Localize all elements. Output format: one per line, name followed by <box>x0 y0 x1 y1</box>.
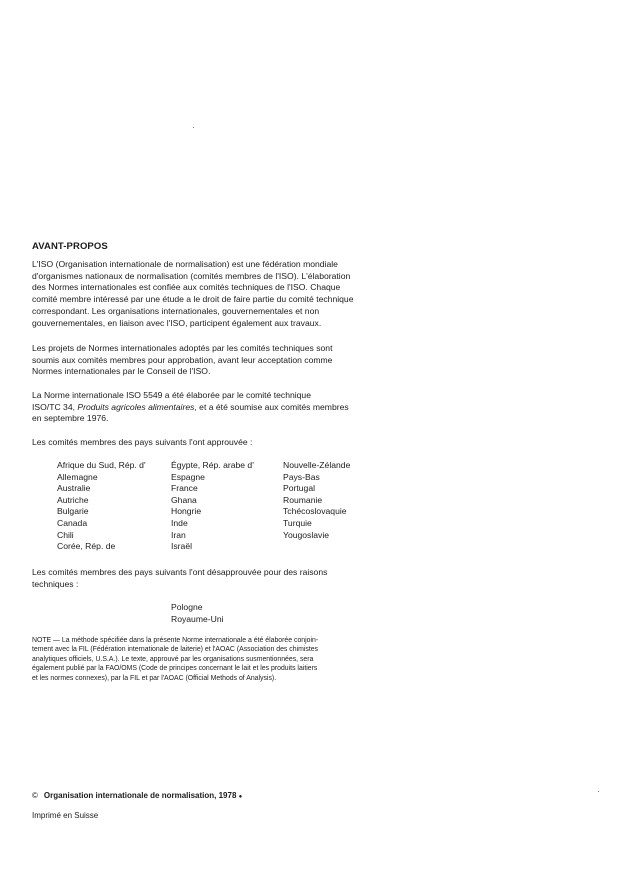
country-item: Iran <box>171 529 186 540</box>
text-line: comité membre intéressé par une étude a le droit de faire partie du comité technique <box>32 294 354 305</box>
paragraph-standard <box>32 390 582 425</box>
country-item: Tchécoslovaquie <box>283 506 347 517</box>
text-fragment: , et a été soumise aux comités membres <box>194 401 349 412</box>
country-item: Hongrie <box>171 506 202 517</box>
country-item: Pays-Bas <box>283 471 320 482</box>
disapproved-intro <box>32 567 582 590</box>
copyright-line <box>32 791 242 800</box>
text-line: Les comités membres des pays suivants l'ont désapprouvée pour des raisons <box>32 567 328 577</box>
text-line: techniques : <box>32 578 79 589</box>
text-line: correspondant. Les organisations internationales, gouvernementales et non <box>32 305 320 316</box>
country-item: Roumanie <box>283 494 323 505</box>
country-item: Espagne <box>171 471 205 482</box>
note-line: analytiques officiels, U.S.A.). Le texte, approuvé par les organisations susmentionnées, sera <box>32 655 314 663</box>
text-line: des Normes internationales est confiée aux comités techniques de l'ISO. Chaque <box>32 282 341 293</box>
note-line: tement avec la FIL (Fédération internationale de laiterie) et l'AOAC (Association des chimistes <box>32 646 319 654</box>
copyright-mark: ● <box>238 794 243 800</box>
country-item: Bulgarie <box>57 506 89 517</box>
text-line: d'organismes nationaux de normalisation (comités membres de l'ISO). L'élaboration <box>32 270 351 281</box>
country-item: Israël <box>171 541 193 552</box>
country-column-1 <box>57 460 146 553</box>
text-line: Normes internationales par le Conseil de l'ISO. <box>32 366 211 377</box>
text-line: soumis aux comités membres pour approbation, avant leur acceptation comme <box>32 354 333 365</box>
country-item: Afrique du Sud, Rép. d' <box>57 460 146 470</box>
country-item: Allemagne <box>57 471 98 482</box>
country-column-2 <box>171 460 254 553</box>
text-line: gouvernementales, en liaison avec l'ISO, participent également aux travaux. <box>32 317 322 328</box>
country-item: Chili <box>57 529 74 540</box>
country-item: Pologne <box>171 602 203 612</box>
country-item: Égypte, Rép. arabe d' <box>171 460 254 470</box>
country-item: Royaume-Uni <box>171 613 224 624</box>
country-item: Turquie <box>283 517 312 528</box>
country-item: Nouvelle-Zélande <box>283 460 351 470</box>
country-item: Canada <box>57 517 88 528</box>
country-item: Autriche <box>57 494 89 505</box>
footnote <box>32 636 582 683</box>
country-item: Australie <box>57 483 91 494</box>
country-item: Corée, Rép. de <box>57 541 116 552</box>
page-heading: AVANT-PROPOS <box>32 241 108 252</box>
text-line: La Norme internationale ISO 5549 a été élaborée par le comité technique <box>32 390 311 400</box>
text-line: Les comités membres des pays suivants l'ont approuvée : <box>32 437 253 447</box>
country-item: Yougoslavie <box>283 529 330 540</box>
copyright-symbol: © <box>32 791 38 800</box>
paragraph-iso-intro <box>32 259 582 329</box>
disapproved-countries <box>171 602 224 625</box>
text-line: en septembre 1976. <box>32 413 109 424</box>
text-fragment: ISO/TC 34, <box>32 401 78 412</box>
text-line: L'ISO (Organisation internationale de normalisation) est une fédération mondiale <box>32 259 338 269</box>
copyright-text: Organisation internationale de normalisation, 1978 <box>43 791 237 800</box>
note-line: NOTE — La méthode spécifiée dans la présente Norme internationale a été élaborée conjoin- <box>32 637 319 644</box>
country-item: Inde <box>171 517 188 528</box>
text-line <box>32 402 582 414</box>
scan-speck <box>598 791 599 792</box>
country-column-3 <box>283 460 350 541</box>
paragraph-drafts <box>32 343 582 378</box>
note-line: également publié par la FAO/OMS (Code de principes concernant le lait et les produits laitiers <box>32 665 318 673</box>
text-line: Les projets de Normes internationales adoptés par les comités techniques sont <box>32 343 333 353</box>
country-item: Ghana <box>171 494 197 505</box>
note-line: et les normes connexes), par la FIL et par l'AOAC (Official Methods of Analysis). <box>32 674 277 682</box>
country-item: Portugal <box>283 483 316 494</box>
country-item: France <box>171 483 198 494</box>
scan-speck <box>193 127 194 128</box>
committee-title: Produits agricoles alimentaires <box>77 401 195 412</box>
approved-intro <box>32 437 582 449</box>
printed-in: Imprimé en Suisse <box>32 811 99 820</box>
